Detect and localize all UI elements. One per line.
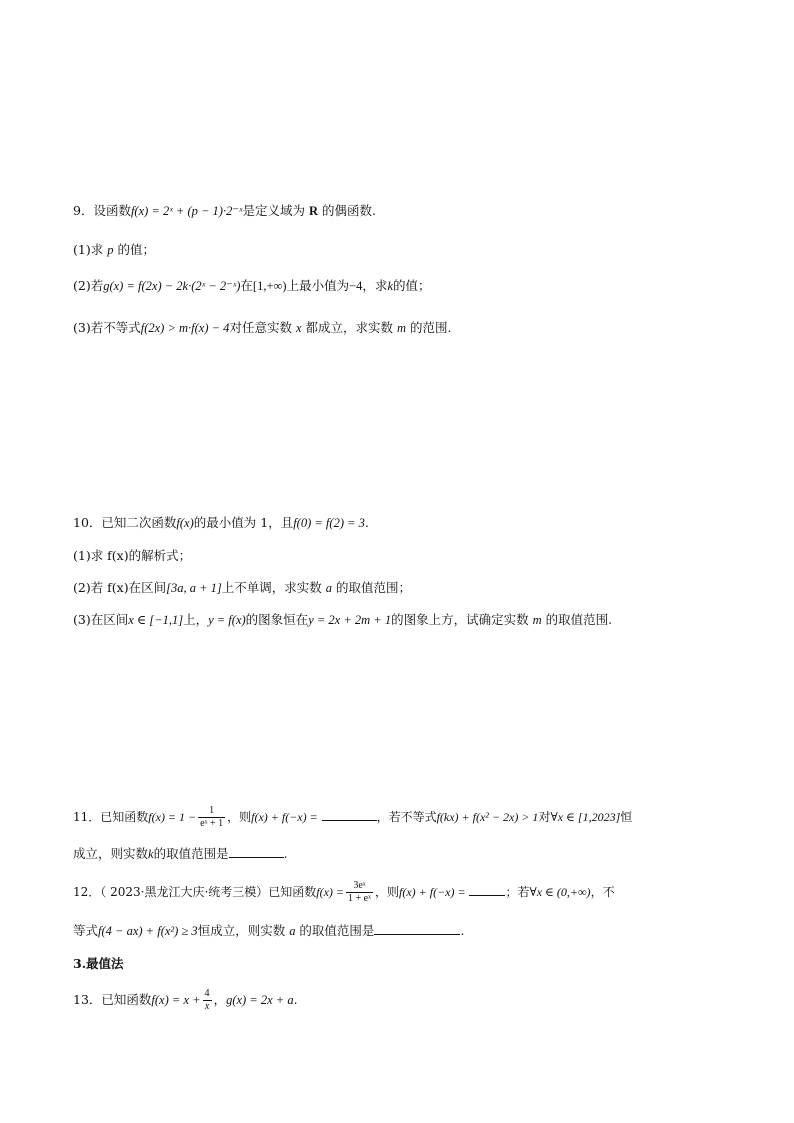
- q9-part3-post: 的范围.: [410, 320, 452, 335]
- q10-part3-var: m: [532, 613, 542, 627]
- q9-title-end: 的偶函数.: [321, 203, 376, 218]
- q10-part3-pre: (3)在区间: [73, 612, 129, 627]
- q13-title-pre: 13．已知函数: [73, 992, 152, 1007]
- q13-title: [73, 988, 734, 1013]
- q9-part3-mid1: 对任意实数: [229, 320, 292, 335]
- q10-part2-interval: [3a, a + 1]: [166, 581, 222, 595]
- q10-title-pre: 10．已知二次函数: [73, 515, 177, 530]
- q10-part3-post: 的取值范围.: [545, 612, 613, 627]
- q11-mid1: ，则: [227, 810, 252, 824]
- q11-sum: f(x) + f(−x) =: [251, 810, 318, 824]
- q11-line2-pre: 成立，则实数: [73, 846, 149, 861]
- q11-ineq: f(kx) + f(x² − 2x) > 1: [436, 810, 539, 824]
- q13-g: g(x) = 2x + a: [226, 993, 294, 1007]
- q9-part3: [73, 318, 734, 338]
- q10-part2-post: 的取值范围；: [336, 580, 412, 595]
- q10-title-f: f(x): [176, 516, 194, 530]
- q9-part2-interval: [1,+∞): [252, 279, 287, 293]
- q11-frac-num: 1: [198, 805, 225, 818]
- q10-title: [73, 513, 734, 533]
- q12-line2-post: 的取值范围是: [299, 923, 375, 938]
- q9-part2-mid3: ，求: [362, 278, 388, 293]
- q12-blank-1[interactable]: [469, 883, 505, 896]
- q12-fraction: [346, 880, 373, 905]
- q11-frac-den: eˣ + 1: [200, 818, 224, 829]
- q12-mid1: ，则: [374, 885, 399, 899]
- q13-formula-lhs: f(x) = x +: [151, 993, 201, 1007]
- q12-forall: ∀x ∈ (0,+∞): [529, 885, 591, 899]
- q12-line2-ineq: f(4 − ax) + f(x²) ≥ 3: [98, 924, 198, 938]
- q10-part1-text: (1)求 f(x)的解析式；: [73, 548, 192, 563]
- q12-sum: f(x) + f(−x) =: [399, 885, 466, 899]
- q12-frac-num: 3eˣ: [346, 880, 373, 893]
- q9-part2-mid1: 在: [240, 278, 253, 293]
- section-3-label: 3.最值法: [73, 956, 124, 971]
- q9-part2-formula: g(x) = f(2x) − 2k·(2ˣ − 2⁻ˣ): [103, 279, 241, 293]
- q13-end: .: [293, 992, 298, 1007]
- q11-line2-post: 的取值范围是: [153, 846, 229, 861]
- q10-title-cond: f(0) = f(2) = 3: [293, 516, 365, 530]
- q12-frac-den: 1 + eˣ: [348, 893, 371, 904]
- q10-part3-interval: x ∈ [−1,1]: [128, 613, 184, 627]
- q9-part2-value: −4: [349, 279, 363, 293]
- q11-line2-var: k: [148, 847, 154, 861]
- q10-title-mid: 的最小值为 1，且: [193, 515, 294, 530]
- q9-part2-mid2: 上最小值为: [286, 278, 350, 293]
- q9-part2-pre: (2)若: [73, 278, 104, 293]
- q12-mid2: ；若: [505, 885, 530, 899]
- q9-formula: f(x) = 2ˣ + (p − 1)·2⁻ˣ: [130, 204, 243, 218]
- section-3-heading: [73, 954, 734, 974]
- q11-fraction: [198, 805, 225, 830]
- q10-part2-mid: 上不单调，求实数: [221, 580, 322, 595]
- q13-frac-num: 4: [204, 988, 210, 999]
- q12-title-pre: 12．（ 2023·黑龙江大庆·统考三模）已知函数: [73, 885, 317, 899]
- q10-part3: [73, 610, 734, 630]
- q9-part1-pre: (1)求: [73, 242, 104, 257]
- q10-part3-mid3: 的图象上方，试确定实数: [391, 612, 529, 627]
- q9-title: [73, 201, 734, 221]
- q9-part3-var1: x: [295, 321, 302, 335]
- q11-title-pre: 11．已知函数: [73, 810, 149, 824]
- q11-end: 恒: [620, 810, 633, 824]
- q12-blank-2[interactable]: [374, 922, 460, 935]
- q11-mid3: 对: [538, 810, 551, 824]
- q11-line2: [73, 844, 734, 864]
- q10-title-end: .: [364, 515, 369, 530]
- q11-line1: [73, 805, 734, 830]
- q10-part3-mid2: 的图象恒在: [245, 612, 309, 627]
- q9-part2-var: k: [387, 279, 393, 293]
- q10-part2-pre: (2)若 f(x)在区间: [73, 580, 167, 595]
- q9-title-pre: 9．设函数: [73, 203, 131, 218]
- q9-part3-mid2: 都成立，求实数: [305, 320, 393, 335]
- q11-blank-2[interactable]: [229, 845, 284, 858]
- q12-line2-pre: 等式: [73, 923, 99, 938]
- q12-line1: [73, 880, 734, 905]
- q10-part3-line: y = 2x + 2m + 1: [308, 613, 392, 627]
- q11-forall: ∀x ∈ [1,2023]: [550, 810, 621, 824]
- q13-mid: ，: [213, 992, 227, 1007]
- q9-title-post: 是定义域为: [242, 203, 305, 218]
- q10-part3-f: y = f(x): [208, 613, 246, 627]
- q10-part1: [73, 546, 734, 566]
- q10-part2: [73, 578, 734, 598]
- q9-part1-post: 的值；: [117, 242, 155, 257]
- q9-part2-post: 的值；: [393, 278, 431, 293]
- q12-line2: [73, 921, 734, 941]
- q11-mid2: ，若不等式: [376, 810, 437, 824]
- q9-part3-pre: (3)若不等式: [73, 320, 141, 335]
- q9-domain-symbol: R: [308, 204, 318, 218]
- q12-line2-var: a: [289, 924, 296, 938]
- q11-formula-lhs: f(x) = 1 −: [148, 810, 197, 824]
- q9-part1-var: p: [107, 243, 114, 257]
- q11-line2-end: .: [283, 846, 288, 861]
- q10-part3-mid1: 上，: [183, 612, 209, 627]
- q12-line2-end: .: [460, 923, 465, 938]
- q13-fraction: [203, 988, 212, 1013]
- q11-blank-1[interactable]: [322, 808, 377, 821]
- q12-line2-mid: 恒成立，则实数: [197, 923, 286, 938]
- q12-formula-lhs: f(x) =: [316, 885, 345, 899]
- q9-part3-var2: m: [396, 321, 407, 335]
- q9-part2: [73, 276, 734, 296]
- q10-part2-var: a: [325, 581, 333, 595]
- q9-part3-formula: f(2x) > m·f(x) − 4: [140, 321, 230, 335]
- q9-part1: [73, 240, 734, 260]
- q12-end: ，不: [590, 885, 615, 899]
- q13-frac-den: x: [204, 1001, 210, 1012]
